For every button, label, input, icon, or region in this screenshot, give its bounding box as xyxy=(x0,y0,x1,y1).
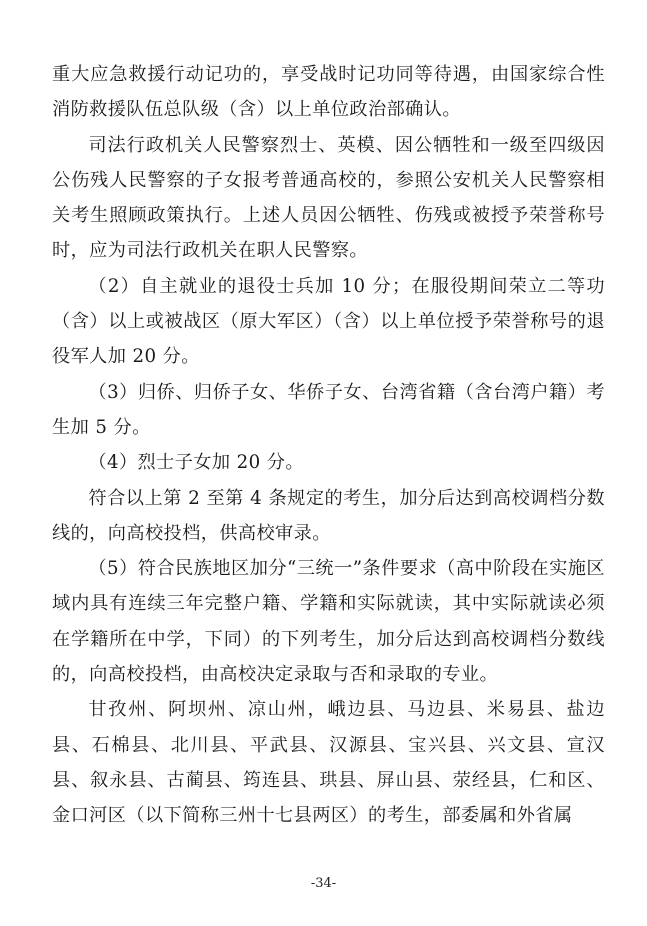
paragraph-2: 司法行政机关人民警察烈士、英模、因公牺牲和一级至四级因公伤残人民警察的子女报考普通高校的，参照公安机关人民警察相关考生照顾政策执行。上述人员因公牺牲、伤残或被授予荣誉称号时，应为司法行政机关在职人民警察。 xyxy=(52,134,605,262)
document-body xyxy=(52,57,605,834)
paragraph-5: （4）烈士子女加 20 分。 xyxy=(88,452,304,474)
paragraph-7: （5）符合民族地区加分“三统一”条件要求（高中阶段在实施区域内具有连续三年完整户籍、学籍和实际就读，其中实际就读必须在学籍所在中学，下同）的下列考生，加分后达到高校调档分数线的，向高校投档，由高校决定录取与否和录取的专业。 xyxy=(52,558,605,686)
paragraph-8: 甘孜州、阿坝州、凉山州，峨边县、马边县、米易县、盐边县、石棉县、北川县、平武县、汉源县、宝兴县、兴文县、宣汉县、叙永县、古蔺县、筠连县、珙县、屏山县、荥经县，仁和区、金口河区（以下简称三州十七县两区）的考生，部委属和外省属 xyxy=(52,699,605,827)
page-number: -34- xyxy=(310,876,337,891)
paragraph-6: 符合以上第 2 至第 4 条规定的考生，加分后达到高校调档分数线的，向高校投档，供高校审录。 xyxy=(52,487,605,544)
paragraph-1: 重大应急救援行动记功的，享受战时记功同等待遇，由国家综合性消防救援队伍总队级（含）以上单位政治部确认。 xyxy=(52,64,605,121)
paragraph-4: （3）归侨、归侨子女、华侨子女、台湾省籍（含台湾户籍）考生加 5 分。 xyxy=(52,381,605,438)
paragraph-3: （2）自主就业的退役士兵加 10 分；在服役期间荣立二等功（含）以上或被战区（原大军区）（含）以上单位授予荣誉称号的退役军人加 20 分。 xyxy=(52,275,605,368)
